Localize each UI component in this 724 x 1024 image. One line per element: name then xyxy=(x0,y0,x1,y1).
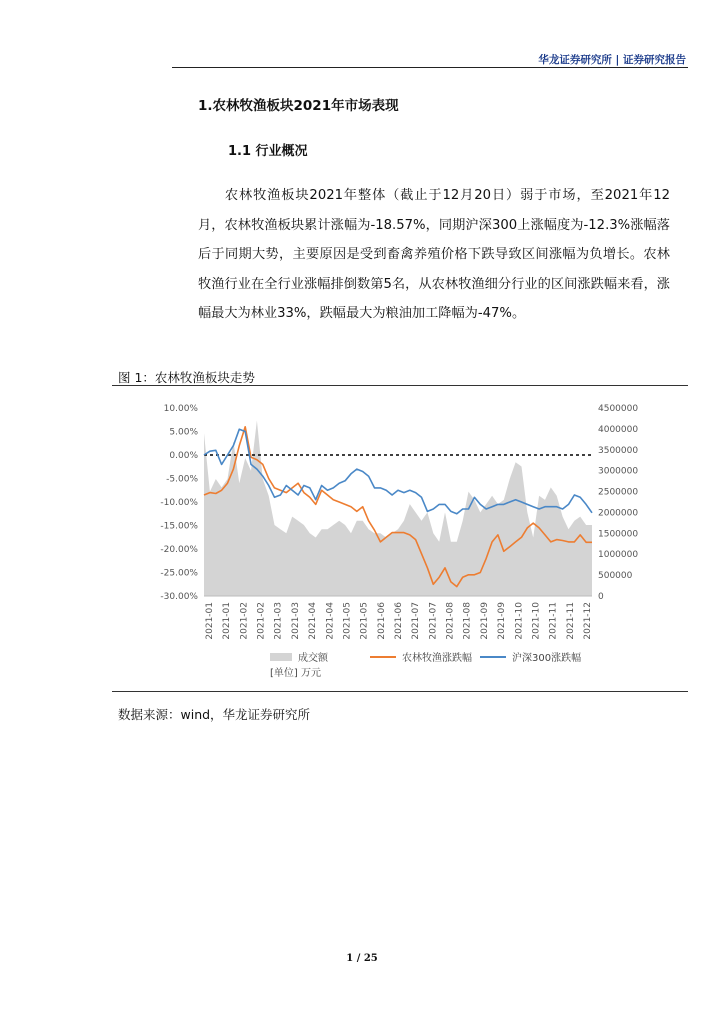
x-tick-label: 2021-07 xyxy=(428,602,439,640)
x-tick-label: 2021-09 xyxy=(497,602,508,640)
right-tick-label: 2500000 xyxy=(598,487,639,498)
series-area-turnover xyxy=(204,421,592,597)
left-tick-label: -5.00% xyxy=(166,474,198,485)
left-tick-label: 5.00% xyxy=(169,427,198,438)
x-tick-label: 2021-08 xyxy=(445,602,456,640)
x-tick-label: 2021-06 xyxy=(376,602,387,640)
legend-label-sector: 农林牧渔涨跌幅 xyxy=(402,653,472,664)
header-divider xyxy=(172,67,688,68)
left-tick-label: -25.00% xyxy=(160,568,198,579)
sector-trend-chart xyxy=(112,392,672,690)
figure-top-rule xyxy=(112,385,688,386)
right-tick-label: 3500000 xyxy=(598,445,639,456)
right-tick-label: 0 xyxy=(598,592,604,602)
x-tick-label: 2021-07 xyxy=(411,602,422,640)
left-tick-label: 10.00% xyxy=(163,404,198,414)
left-tick-label: -15.00% xyxy=(160,521,198,532)
legend-label-csi300: 沪深300涨跌幅 xyxy=(512,653,582,664)
x-tick-label: 2021-03 xyxy=(290,602,301,640)
body-paragraph xyxy=(198,181,670,329)
x-tick-label: 2021-05 xyxy=(359,602,370,640)
x-tick-label: 2021-11 xyxy=(548,602,559,640)
x-tick-label: 2021-06 xyxy=(394,602,404,640)
section-title: 1.农林牧渔板块2021年市场表现 xyxy=(198,98,399,114)
legend-unit-note: [单位] 万元 xyxy=(270,668,321,679)
figure-bottom-rule xyxy=(112,691,688,692)
x-tick-label: 2021-11 xyxy=(565,602,576,640)
subsection-title: 1.1 行业概况 xyxy=(228,144,308,159)
right-tick-label: 500000 xyxy=(598,571,633,582)
left-tick-label: 0.00% xyxy=(169,451,198,461)
data-source: 数据来源：wind，华龙证券研究所 xyxy=(118,707,311,722)
x-tick-label: 2021-04 xyxy=(308,602,319,640)
legend-label-turnover: 成交额 xyxy=(298,653,328,664)
x-tick-label: 2021-10 xyxy=(531,602,542,640)
x-tick-label: 2021-10 xyxy=(514,602,525,640)
page-number: 1 / 25 xyxy=(346,953,378,964)
body-paragraph-text: 农林牧渔板块2021年整体（截止于12月20日）弱于市场，至2021年12月，农林牧渔板块累计涨幅为-18.57%，同期沪深300上涨幅度为-12.3%涨幅落后于同期大势，主要原因是受到畜禽养殖价格下跌导致区间涨幅为负增长。农林牧渔行业在全行业涨幅排倒数第5名，从农林牧渔细分行业的区间涨跌幅来看，涨幅最大为林业33%，跌幅最大为粮油加工降幅为-47%。 xyxy=(198,188,670,321)
right-tick-label: 1000000 xyxy=(598,550,639,561)
right-tick-label: 1500000 xyxy=(598,529,639,540)
x-tick-label: 2021-09 xyxy=(479,602,490,640)
x-tick-label: 2021-05 xyxy=(342,602,353,640)
left-tick-label: -10.00% xyxy=(160,498,198,508)
x-tick-label: 2021-03 xyxy=(273,602,284,640)
x-tick-label: 2021-04 xyxy=(325,602,336,640)
figure-title: 图 1：农林牧渔板块走势 xyxy=(118,370,255,385)
right-tick-label: 4500000 xyxy=(598,404,639,414)
x-tick-label: 2021-02 xyxy=(256,602,267,640)
x-tick-label: 2021-01 xyxy=(222,602,233,640)
x-tick-label: 2021-01 xyxy=(205,602,215,640)
right-tick-label: 3000000 xyxy=(598,466,639,477)
left-tick-label: -30.00% xyxy=(160,592,198,602)
right-tick-label: 2000000 xyxy=(598,508,639,519)
right-tick-label: 4000000 xyxy=(598,424,639,435)
left-tick-label: -20.00% xyxy=(160,545,198,555)
report-header: 华龙证券研究所 | 证券研究报告 xyxy=(538,54,686,66)
x-tick-label: 2021-08 xyxy=(462,602,473,640)
legend-swatch-turnover xyxy=(270,653,292,661)
x-tick-label: 2021-12 xyxy=(583,602,593,640)
x-tick-label: 2021-02 xyxy=(239,602,250,640)
